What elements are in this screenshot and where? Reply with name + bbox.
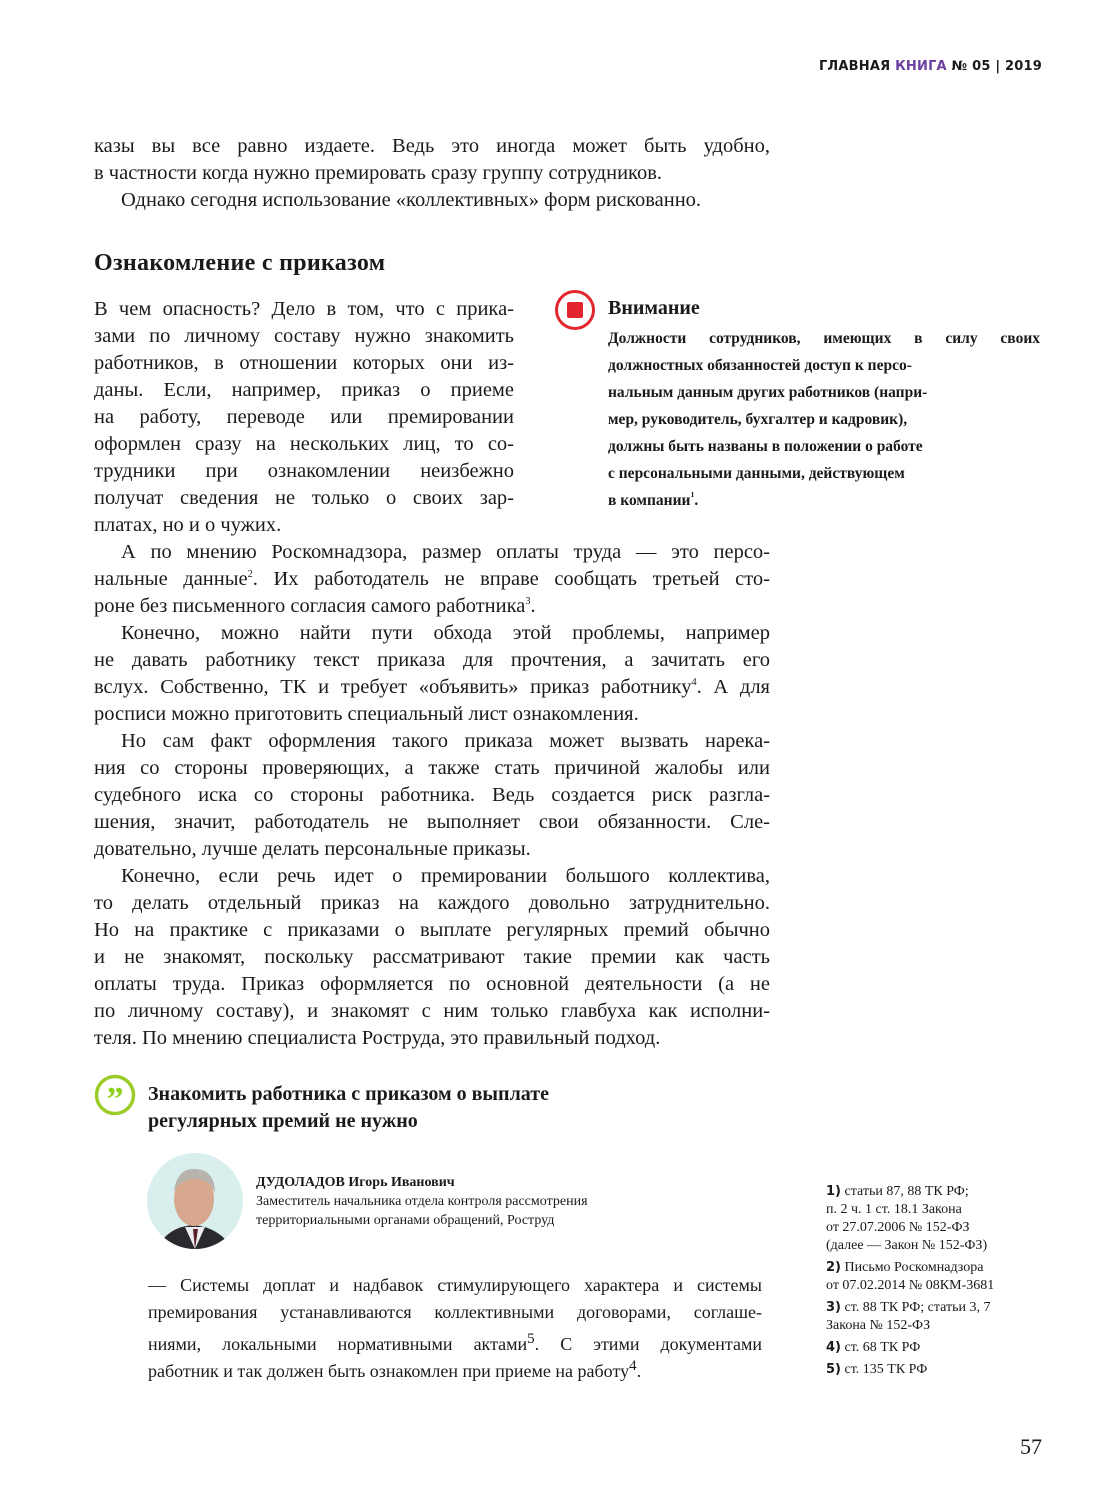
footnote-ref: 5 [527, 1331, 535, 1347]
quote-headline-line2: регулярных премий не нужно [148, 1110, 418, 1132]
text-line: с персональными данными, действующем [608, 465, 905, 482]
text-line: на работу, переводе или премировании [94, 406, 514, 428]
text-line: довательно, лучше делать персональные приказы. [94, 838, 531, 860]
text-line: ниями, локальными нормативными актами$^5$. С этими документами [148, 1331, 763, 1354]
text-line: оплаты труда. Приказ оформляется по основной деятельности (а не [94, 973, 770, 995]
text-line: премирования устанавливаются коллективными договорами, соглаше- [148, 1302, 762, 1322]
footnote [826, 1183, 987, 1255]
text-line: Конечно, можно найти пути обхода этой проблемы, например [121, 622, 770, 644]
page-number: 57 [1020, 1434, 1042, 1459]
footnote-line: п. 2 ч. 1 ст. 18.1 Закона [826, 1202, 962, 1217]
text-line: мер, руководитель, бухгалтер и кадровик), [608, 411, 908, 428]
text-line: работников, в отношении которых они из- [94, 352, 514, 374]
text-line: ния со стороны проверяющих, а также стать причиной жалобы или [94, 757, 770, 779]
text-line: по личному составу), и знакомят с ним только главбуха как исполни- [94, 1000, 770, 1022]
text-line: Но на практике с приказами о выплате регулярных премий обычно [94, 919, 770, 941]
expert-photo [147, 1153, 243, 1249]
footnote-number: 3) [826, 1300, 841, 1315]
magazine-header [819, 59, 1042, 74]
expert-first-name: Игорь Иванович [348, 1175, 455, 1190]
footnote-line: 4) ст. 68 ТК РФ [826, 1340, 921, 1355]
text-line: оформлен сразу на нескольких лиц, то со- [94, 433, 514, 455]
text-line: работник и так должен быть ознакомлен при приеме на работу$^4$. [148, 1358, 642, 1381]
text-line: — Системы доплат и надбавок стимулирующего характера и системы [148, 1275, 762, 1295]
attention-title: Внимание [608, 297, 700, 319]
text-line: казы вы все равно издаете. Ведь это иногда может быть удобно, [94, 135, 770, 157]
header-title-accent: КНИГА [895, 59, 947, 74]
footnote-number: 4) [826, 1340, 841, 1355]
text-line: то делать отдельный приказ на каждого довольно затруднительно. [94, 892, 770, 914]
header-title: ГЛАВНАЯ [818, 59, 891, 74]
footnote-ref: 4 [691, 677, 697, 688]
footnote-ref: 1 [690, 490, 695, 499]
text-line: не давать работнику текст приказа для прочтения, а зачитать его [94, 649, 770, 671]
expert-position: Заместитель начальника отдела контроля рассмотрения [256, 1194, 588, 1209]
text-line: Однако сегодня использование «коллективных» форм рискованно. [121, 189, 702, 211]
text-line: должны быть названы в положении о работе [608, 438, 923, 455]
text-line: Конечно, если речь идет о премировании большого коллектива, [121, 865, 770, 887]
text-line: роне без письменного согласия самого работника$^3$. [94, 595, 536, 617]
footnote-line: 5) ст. 135 ТК РФ [826, 1362, 928, 1377]
text-line: нальные данные$^2$. Их работодатель не вправе сообщать третьей сто- [94, 568, 771, 590]
text-line: судебного иска со стороны работника. Ведь создается риск разгла- [94, 784, 770, 806]
stop-icon [554, 289, 596, 331]
quote-headline-line1: Знакомить работника с приказом о выплате [148, 1083, 549, 1105]
footnote-number: 1) [826, 1184, 841, 1199]
footnote-ref: 4 [629, 1358, 637, 1374]
footnote-line: от 27.07.2006 № 152-ФЗ [826, 1220, 970, 1235]
footnote [826, 1259, 994, 1295]
text-line: нальным данным других работников (напри- [608, 384, 928, 401]
footnote-line: 2) Письмо Роскомнадзора [826, 1260, 984, 1275]
text-line: В чем опасность? Дело в том, что с прика- [94, 298, 514, 320]
text-line: трудники при ознакомлении неизбежно [94, 460, 514, 482]
footnote-number: 5) [826, 1362, 841, 1377]
footnote-line: 3) ст. 88 ТК РФ; статьи 3, 7 [826, 1300, 991, 1315]
footnote-line: (далее — Закон № 152-ФЗ) [826, 1238, 988, 1253]
text-line: в компании$^1$. [608, 490, 699, 509]
svg-text:”: ” [106, 1081, 124, 1116]
text-line: росписи можно приготовить специальный лист ознакомления. [94, 703, 639, 725]
text-line: теля. По мнению специалиста Роструда, это правильный подход. [94, 1027, 661, 1049]
footnote [826, 1361, 927, 1379]
text-line: вслух. Собственно, ТК и требует «объявить» приказ работнику$^4$. А для [94, 676, 770, 698]
text-line: даны. Если, например, приказ о приеме [94, 379, 514, 401]
quote-icon [94, 1074, 136, 1116]
text-line: должностных обязанностей доступ к персо- [608, 357, 912, 374]
text-line: и не знакомят, поскольку рассматривают такие премии как часть [94, 946, 770, 968]
section-title: Ознакомление с приказом [94, 250, 386, 276]
expert-name [256, 1173, 588, 1192]
footnote-ref: 3 [525, 596, 531, 607]
footnote-number: 2) [826, 1260, 841, 1275]
footnote-line: Закона № 152-ФЗ [826, 1318, 931, 1333]
text-line: зами по личному составу нужно знакомить [94, 325, 514, 347]
footnote [826, 1299, 991, 1335]
text-line: шения, значит, работодатель не выполняет свои обязанности. Сле- [94, 811, 770, 833]
footnote-line: 1) статьи 87, 88 ТК РФ; [826, 1184, 969, 1199]
text-line: А по мнению Роскомнадзора, размер оплаты труда — это персо- [121, 541, 770, 563]
header-issue: № 05 | 2019 [951, 59, 1042, 74]
text-line: в частности когда нужно премировать сразу группу сотрудников. [94, 162, 663, 184]
text-line: платах, но и о чужих. [94, 514, 282, 536]
text-line: получат сведения не только о своих зар- [94, 487, 514, 509]
footnote-ref: 2 [247, 569, 253, 580]
footnote [826, 1339, 920, 1357]
text-line: Но сам факт оформления такого приказа может вызвать нарека- [121, 730, 770, 752]
text-line: Должности сотрудников, имеющих в силу своих [608, 330, 1040, 347]
expert-position: территориальными органами обращений, Роструд [256, 1213, 555, 1228]
expert-surname: ДУДОЛАДОВ [256, 1175, 345, 1190]
footnote-line: от 07.02.2014 № 08КМ-3681 [826, 1278, 995, 1293]
